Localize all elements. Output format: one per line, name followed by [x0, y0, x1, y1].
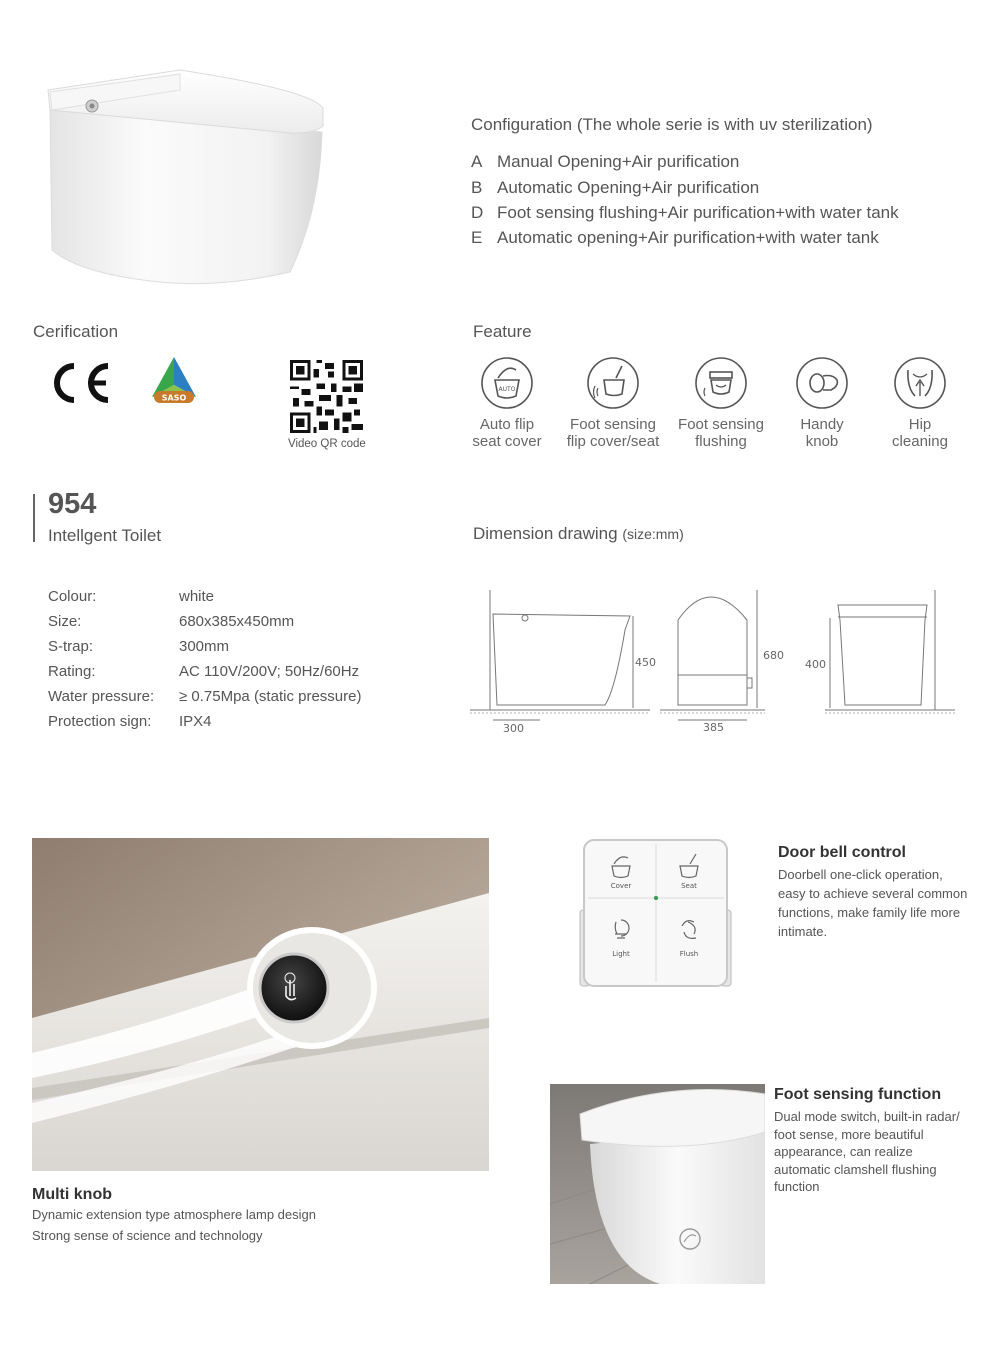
ce-mark-icon: [46, 362, 112, 404]
feature-handy-knob: Handy knob: [767, 356, 877, 450]
configuration-title: Configuration (The whole serie is with uv sterilization): [471, 115, 873, 134]
doorbell-desc: easy to achieve several common: [778, 886, 968, 901]
foot-sensing-title: Foot sensing function: [774, 1086, 942, 1103]
auto-flip-icon: [480, 356, 534, 410]
hand-knob-icon: [795, 356, 849, 410]
feature-auto-flip: AUTO Auto flip seat cover: [452, 356, 562, 450]
foot-sensing-desc: function: [774, 1179, 820, 1194]
foot-sensing-desc: appearance, can realize: [774, 1144, 913, 1159]
spec-key: S-trap:: [48, 638, 94, 655]
doorbell-desc: intimate.: [778, 924, 828, 939]
foot-sensing-desc: foot sense, more beautiful: [774, 1127, 924, 1142]
dim-height-side: 450: [635, 656, 656, 669]
doorbell-button-seat[interactable]: Seat: [681, 882, 697, 890]
spec-value: AC 110V/200V; 50Hz/60Hz: [179, 663, 360, 680]
multi-knob-photo: [32, 838, 489, 1171]
spec-key: Water pressure:: [48, 688, 155, 705]
svg-text:SASO: SASO: [161, 393, 187, 403]
doorbell-desc: functions, make family life more: [778, 905, 961, 920]
toilet-product-image: [40, 60, 340, 300]
foot-sensing-desc: automatic clamshell flushing: [774, 1162, 937, 1177]
model-subtitle: Intellgent Toilet: [48, 526, 162, 545]
dim-width: 385: [703, 721, 724, 734]
spec-value: IPX4: [179, 713, 212, 730]
config-item: E Automatic opening+Air purification+with water tank: [471, 228, 879, 247]
spec-value: 680x385x450mm: [179, 613, 295, 630]
certification-title: Cerification: [33, 322, 119, 341]
spec-value: ≥ 0.75Mpa (static pressure): [179, 688, 362, 705]
foot-sensing-photo: [550, 1084, 765, 1284]
feature-foot-sensing-flip: Foot sensing flip cover/seat: [558, 356, 668, 450]
doorbell-button-cover[interactable]: Cover: [610, 882, 632, 890]
dimension-drawing: [465, 580, 965, 740]
spec-key: Size:: [48, 613, 82, 630]
config-item: B Automatic Opening+Air purification: [471, 178, 760, 197]
svg-text:AUTO: AUTO: [498, 386, 516, 393]
dim-trap: 300: [503, 722, 524, 735]
multi-knob-desc: Strong sense of science and technology: [32, 1228, 263, 1243]
feature-hip-cleaning: Hip cleaning: [865, 356, 975, 450]
spec-value: white: [179, 588, 215, 605]
doorbell-desc: Doorbell one-click operation,: [778, 867, 943, 882]
spec-key: Colour:: [48, 588, 97, 605]
dim-height-front: 680: [763, 649, 784, 662]
hip-cleaning-icon: [893, 356, 947, 410]
doorbell-button-light[interactable]: Light: [612, 950, 630, 958]
config-item: D Foot sensing flushing+Air purification+with water tank: [471, 203, 899, 222]
doorbell-button-flush[interactable]: Flush: [679, 950, 699, 958]
spec-key: Protection sign:: [48, 713, 152, 730]
spec-key: Rating:: [48, 663, 96, 680]
spec-value: 300mm: [179, 638, 230, 655]
feature-foot-sensing-flush: Foot sensing flushing: [666, 356, 776, 450]
config-item: A Manual Opening+Air purification: [471, 152, 740, 171]
saso-logo-icon: [146, 355, 202, 407]
multi-knob-desc: Dynamic extension type atmosphere lamp design: [32, 1207, 316, 1222]
qr-caption: Video QR code: [288, 438, 366, 450]
dimension-title: Dimension drawing (size:mm): [473, 524, 684, 543]
doorbell-title: Door bell control: [778, 844, 906, 861]
feature-title: Feature: [473, 322, 532, 341]
multi-knob-title: Multi knob: [32, 1186, 112, 1203]
qr-code-icon[interactable]: [290, 360, 363, 433]
svg-text:· · ·: · · ·: [110, 77, 120, 84]
foot-sensing-desc: Dual mode switch, built-in radar/: [774, 1109, 960, 1124]
dim-height-back: 400: [805, 658, 826, 671]
model-accent-bar: [33, 494, 35, 542]
foot-sensing-flush-icon: [694, 356, 748, 410]
foot-sensing-flip-icon: [586, 356, 640, 410]
doorbell-panel: [578, 838, 733, 990]
model-number: 954: [48, 488, 97, 520]
